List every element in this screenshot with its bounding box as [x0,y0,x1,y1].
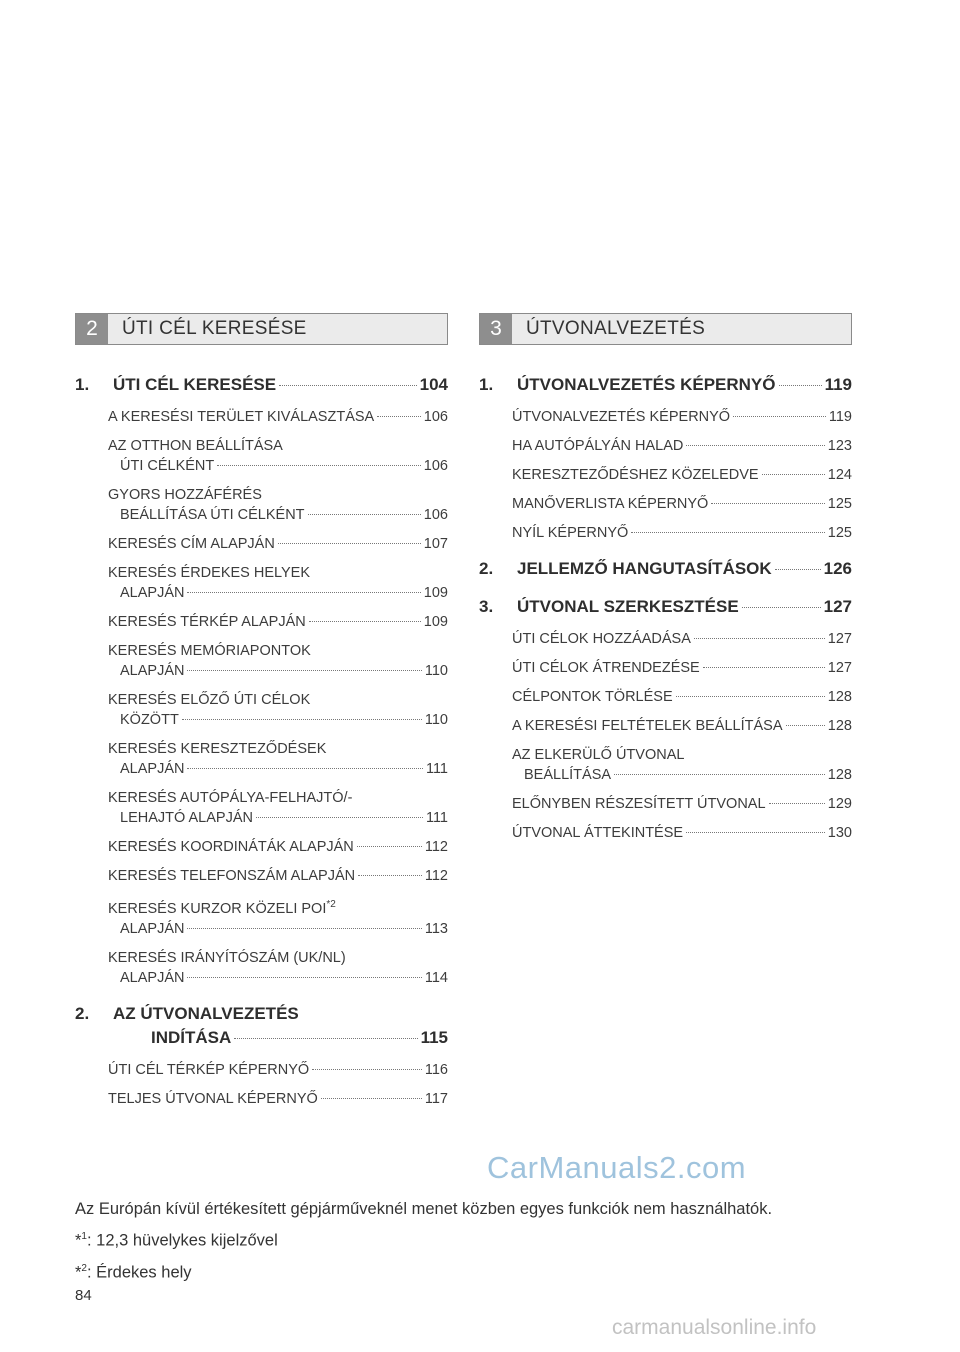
toc-sub-entry [108,485,448,525]
sub-title: ALAPJÁN [120,585,185,601]
sub-title: ALAPJÁN [120,761,185,777]
toc-sub-entry [108,534,448,554]
sub-line-1 [512,494,852,514]
chapter-block [75,1002,448,1109]
dot-leader [358,875,422,876]
chapter-entry [75,1002,448,1050]
toc-sub-entry [108,895,448,939]
page-ref: 115 [420,1027,448,1047]
dot-leader [187,928,421,929]
sub-line-1 [108,534,448,554]
dot-leader [278,543,421,544]
sub-line-1 [512,407,852,427]
sub-line-1 [108,948,448,968]
page-number: 84 [75,1287,92,1304]
page-ref: 128 [827,718,852,734]
toc-sub-entry [512,436,852,456]
sub-title: KERESÉS AUTÓPÁLYA-FELHAJTÓ/- [108,790,353,806]
toc-sub-entry [512,629,852,649]
page-ref: 109 [423,585,448,601]
chapter-title: INDÍTÁSA [151,1027,232,1047]
sub-line-1 [108,1060,448,1080]
sub-title: AZ OTTHON BEÁLLÍTÁSA [108,438,283,454]
sub-title: KERESÉS TÉRKÉP ALAPJÁN [108,614,306,630]
sub-title: ÚTVONAL ÁTTEKINTÉSE [512,825,684,841]
toc-sub-entry [512,716,852,736]
toc-sub-entry [108,866,448,886]
sub-line-2 [108,968,448,988]
page-ref: 129 [827,796,852,812]
section-number: 2 [76,314,108,344]
toc-sub-entry [512,687,852,707]
page-ref: 110 [424,712,448,728]
dot-leader [217,465,421,466]
chapter-entry [479,373,852,397]
chapter-number: 3. [479,597,494,616]
chapter-block [479,595,852,843]
toc-sub-entry [512,523,852,543]
chapter-title: AZ ÚTVONALVEZETÉS [113,1003,299,1023]
chapter-entry [479,595,852,619]
chapter-block [479,557,852,581]
chapter-title-line2 [113,1026,448,1050]
toc-sub-entry [512,823,852,843]
chapter-entry [479,557,852,581]
footer-note: Az Európán kívül értékesített gépjárműveknél menet közben egyes funkciók nem használhatók. [75,1200,773,1218]
sub-title: A KERESÉSI FELTÉTELEK BEÁLLÍTÁSA [512,718,783,734]
dot-leader [694,638,825,639]
chapter-title: ÚTI CÉL KERESÉSE [113,375,277,394]
page-ref: 110 [424,663,448,679]
sub-title: KERESÉS KOORDINÁTÁK ALAPJÁN [108,839,354,855]
toc-sub-entry [512,494,852,514]
sub-line-1 [108,739,448,759]
sub-line-1 [512,687,852,707]
toc-sub-entry [512,465,852,485]
sub-title: ELŐNYBEN RÉSZESÍTETT ÚTVONAL [512,796,766,812]
sub-line-2 [108,583,448,603]
sub-line-2 [108,710,448,730]
chapter-entry [75,373,448,397]
dot-leader [187,592,420,593]
sub-line-2 [108,505,448,525]
page-ref: 106 [423,458,448,474]
sub-title: KERESÉS KURZOR KÖZELI POI [108,900,327,917]
footnote-sup: 2 [81,1262,87,1274]
toc-sub-entry [512,794,852,814]
sub-line-1 [108,1089,448,1109]
sub-title: TELJES ÚTVONAL KÉPERNYŐ [108,1090,318,1107]
sub-title: GYORS HOZZÁFÉRÉS [108,487,262,503]
footnote-text: : 12,3 hüvelykes kijelzővel [86,1231,278,1250]
toc-sub-entry [108,563,448,603]
page-ref: 119 [824,375,852,394]
sub-line-2 [108,919,448,939]
sub-line-1 [512,436,852,456]
page-ref: 125 [827,496,852,512]
page-ref: 127 [827,660,852,676]
chapter-line [517,557,852,581]
page-ref: 127 [827,631,852,647]
sub-title: CÉLPONTOK TÖRLÉSE [512,689,673,705]
table-of-contents [75,373,448,1109]
dot-leader [187,977,421,978]
dot-leader [234,1038,417,1039]
dot-leader [279,385,417,386]
dot-leader [321,1098,422,1099]
page-ref: 111 [425,761,448,777]
page-ref: 104 [419,375,448,394]
chapter-line [517,373,852,397]
sub-line-1 [512,629,852,649]
chapter-title: ÚTVONAL SZERKESZTÉSE [517,597,739,616]
toc-sub-entry [512,407,852,427]
dot-leader [256,817,423,818]
chapter-title: JELLEMZŐ HANGUTASÍTÁSOK [517,559,772,578]
sub-title: KERESÉS KERESZTEZŐDÉSEK [108,741,327,757]
sub-title: ÚTI CÉL TÉRKÉP KÉPERNYŐ [108,1061,310,1078]
section-title: ÚTI CÉL KERESÉSE [122,318,307,339]
dot-leader [187,670,421,671]
footnote-mark: * [75,1231,82,1250]
left-column [75,313,448,1123]
sub-line-1 [108,563,448,583]
sub-title: KERESÉS ÉRDEKES HELYEK [108,565,311,581]
page-ref: 114 [424,969,448,986]
sub-line-1 [108,837,448,857]
sub-title: ALAPJÁN [120,969,185,986]
chapter-number: 1. [75,375,90,394]
chapter-number: 2. [479,559,494,578]
toc-sub-entry [108,641,448,681]
sub-line-1 [108,485,448,505]
toc-sub-entry [108,407,448,427]
sub-title: BEÁLLÍTÁSA [524,767,612,783]
chapter-block [75,373,448,988]
footnote-mark: * [75,1263,82,1281]
page-ref: 111 [425,810,448,826]
dot-leader [308,514,421,515]
sub-line-1 [108,436,448,456]
toc-sub-entry [108,1060,448,1080]
sub-line-1 [512,823,852,843]
sub-title: KERESÉS ELŐZŐ ÚTI CÉLOK [108,692,311,708]
footnote-1 [75,1223,895,1255]
sub-line-2 [108,759,448,779]
sub-title: KERESÉS IRÁNYÍTÓSZÁM (UK/NL) [108,949,346,966]
sub-title: KERESÉS CÍM ALAPJÁN [108,536,275,552]
footer-notes [75,1196,895,1286]
sub-line-1 [512,523,852,543]
chapter-number: 1. [479,375,494,394]
sub-line-1 [108,641,448,661]
dot-leader [631,532,824,533]
dot-leader [711,503,824,504]
footnote-ref: *2 [326,899,336,910]
page-ref: 123 [827,438,852,454]
toc-sub-entry [512,745,852,785]
dot-leader [357,846,422,847]
page-ref: 127 [823,597,852,616]
dot-leader [182,719,422,720]
sub-line-1 [108,895,448,919]
sub-line-1 [108,612,448,632]
sub-line-1 [512,716,852,736]
toc-sub-entry [108,1089,448,1109]
dot-leader [676,696,825,697]
dot-leader [703,667,825,668]
sub-title: ALAPJÁN [120,663,185,679]
sub-title: KERESÉS TELEFONSZÁM ALAPJÁN [108,868,356,884]
dot-leader [312,1069,422,1070]
page-ref: 116 [424,1061,448,1078]
sub-line-1 [512,745,852,765]
sub-title: AZ ELKERÜLŐ ÚTVONAL [512,747,685,763]
dot-leader [769,803,825,804]
section-title: ÚTVONALVEZETÉS [526,318,706,339]
chapter-number: 2. [75,1003,90,1023]
table-of-contents [479,373,852,843]
sub-title: MANŐVERLISTA KÉPERNYŐ [512,496,709,512]
page-ref: 109 [423,614,448,630]
page-ref: 128 [827,767,852,783]
sub-title: ALAPJÁN [120,920,185,937]
sub-title: ÚTI CÉLOK HOZZÁADÁSA [512,631,691,647]
dot-leader [187,768,422,769]
dot-leader [614,774,825,775]
sub-title: ÚTI CÉLKÉNT [120,458,215,474]
page-ref: 125 [827,525,852,541]
toc-sub-entry [512,658,852,678]
toc-sub-entry [108,612,448,632]
page-ref: 112 [424,839,448,855]
page-ref: 106 [423,507,448,523]
toc-sub-entry [108,690,448,730]
sub-title: LEHAJTÓ ALAPJÁN [120,810,253,826]
chapter-block [479,373,852,543]
footnote-sup: 1 [81,1231,87,1242]
dot-leader [742,607,821,608]
sub-title: KERESZTEZŐDÉSHEZ KÖZELEDVE [512,467,759,483]
page-ref: 112 [424,868,448,884]
footnote-text: : Érdekes hely [86,1263,192,1281]
page-ref: 128 [827,689,852,705]
toc-sub-entry [108,739,448,779]
page-ref: 124 [827,467,852,483]
toc-sub-entry [108,837,448,857]
sub-line-2 [512,765,852,785]
page-ref: 130 [827,825,852,841]
toc-sub-entry [108,788,448,828]
watermark-site: carmanualsonline.info [612,1316,817,1339]
page-ref: 106 [423,409,448,425]
sub-title: BEÁLLÍTÁSA ÚTI CÉLKÉNT [120,507,305,523]
sub-line-1 [512,658,852,678]
dot-leader [686,832,825,833]
toc-sub-entry [108,436,448,476]
sub-title: A KERESÉSI TERÜLET KIVÁLASZTÁSA [108,409,375,425]
sub-line-2 [108,808,448,828]
footnote-2 [75,1255,895,1287]
sub-line-1 [108,866,448,886]
section-header [479,313,852,345]
dot-leader [779,385,822,386]
sub-line-2 [108,661,448,681]
chapter-line [517,595,852,619]
right-column [479,313,852,857]
sub-title: ÚTVONALVEZETÉS KÉPERNYŐ [512,409,731,425]
dot-leader [686,445,824,446]
dot-leader [786,725,825,726]
page-ref: 107 [423,536,448,552]
page-ref: 117 [424,1090,448,1107]
sub-line-1 [512,465,852,485]
sub-line-1 [108,407,448,427]
chapter-line [113,373,448,397]
sub-line-1 [512,794,852,814]
sub-title: HA AUTÓPÁLYÁN HALAD [512,438,684,454]
page-ref: 113 [424,920,448,937]
page-ref: 126 [823,559,852,578]
sub-title: KÖZÖTT [120,712,179,728]
section-header [75,313,448,345]
watermark: CarManuals2.com [487,1150,747,1185]
toc-sub-entry [108,948,448,988]
dot-leader [309,621,421,622]
dot-leader [733,416,826,417]
sub-line-1 [108,788,448,808]
sub-title: KERESÉS MEMÓRIAPONTOK [108,643,311,659]
sub-line-1 [108,690,448,710]
sub-title: NYÍL KÉPERNYŐ [512,525,629,541]
chapter-title-wrap [113,1002,448,1050]
dot-leader [377,416,421,417]
section-number: 3 [480,314,512,344]
dot-leader [775,569,821,570]
page-ref: 119 [828,409,852,425]
chapter-title: ÚTVONALVEZETÉS KÉPERNYŐ [517,375,776,394]
dot-leader [762,474,825,475]
sub-title: ÚTI CÉLOK ÁTRENDEZÉSE [512,660,700,676]
sub-line-2 [108,456,448,476]
